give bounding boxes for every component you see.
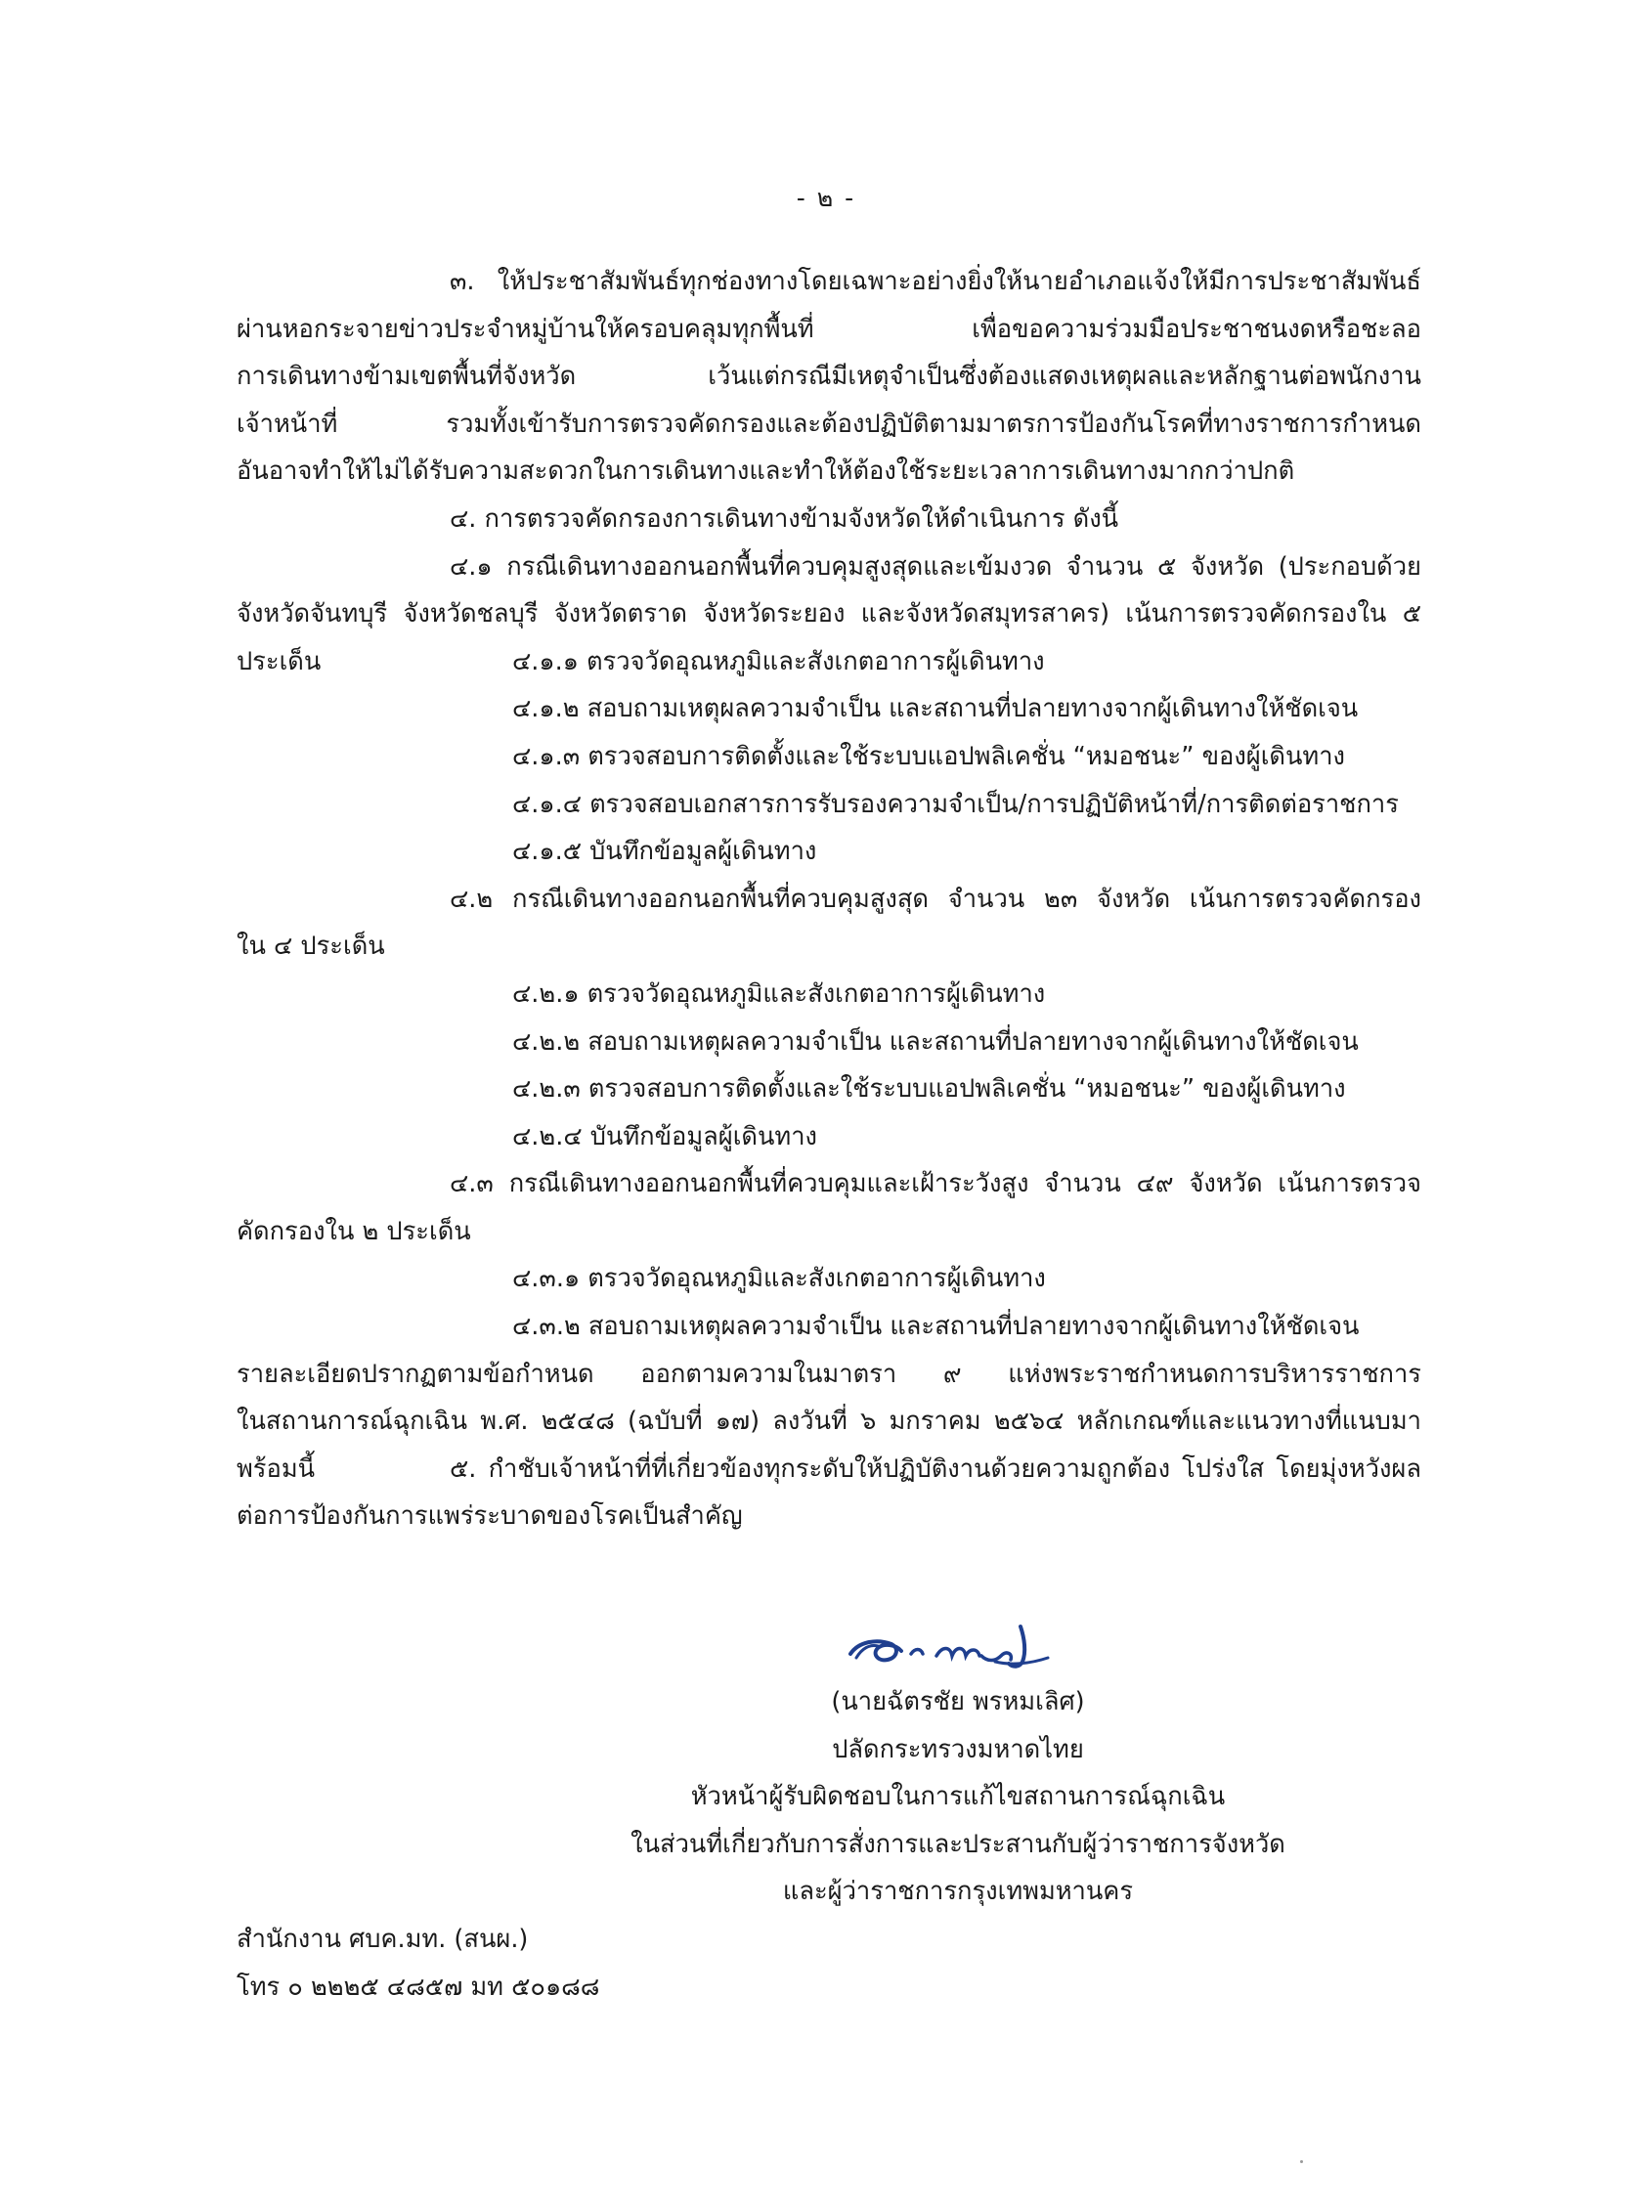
item-4-1-1: ๔.๑.๑ ตรวจวัดอุณหภูมิและสังเกตอาการผู้เดินทาง (512, 646, 1045, 676)
page-number: - ๒ - (796, 184, 856, 212)
office-phone: โทร ๐ ๒๒๒๕ ๔๘๕๗ มท ๕๐๑๘๘ (237, 1972, 600, 2002)
item-4-2-3: ๔.๒.๓ ตรวจสอบการติดตั้งและใช้ระบบแอปพลิเคชั่น “หมอชนะ” ของผู้เดินทาง (512, 1074, 1346, 1105)
document-body (237, 258, 1421, 1540)
paragraph-3-line-3: การเดินทางข้ามเขตพื้นที่จังหวัด เว้นแต่กรณีมีเหตุจำเป็นซึ่งต้องแสดงเหตุผลและหลักฐานต่อพนักงาน (237, 362, 1421, 392)
item-4-2-1: ๔.๒.๑ ตรวจวัดอุณหภูมิและสังเกตอาการผู้เดินทาง (512, 978, 1046, 1009)
paragraph-4-heading: ๔. การตรวจคัดกรองการเดินทางข้ามจังหวัดให้ดำเนินการ ดังนี้ (450, 503, 1119, 534)
signer-position-1: ปลัดกระทรวงมหาดไทย (832, 1734, 1084, 1764)
item-4-1-line-2: จังหวัดจันทบุรี จังหวัดชลบุรี จังหวัดตราด จังหวัดระยอง และจังหวัดสมุทรสาคร) เน้นการตรวจคัดกรองใน ๕ ประเด็น (237, 599, 1421, 676)
details-line-2: ในสถานการณ์ฉุกเฉิน พ.ศ. ๒๕๔๘ (ฉบับที่ ๑๗) ลงวันที่ ๖ มกราคม ๒๕๖๔ หลักเกณฑ์และแนวทางที่แนบมาพร้อมนี้ (237, 1407, 1421, 1484)
item-4-1-4: ๔.๑.๔ ตรวจสอบเอกสารการรับรองความจำเป็น/การปฏิบัติหน้าที่/การติดต่อราชการ (512, 789, 1399, 819)
item-4-3-line-2: คัดกรองใน ๒ ประเด็น (237, 1216, 471, 1246)
item-4-3-1: ๔.๓.๑ ตรวจวัดอุณหภูมิและสังเกตอาการผู้เดินทาง (512, 1264, 1046, 1294)
signer-name: (นายฉัตรชัย พรหมเลิศ) (831, 1687, 1085, 1716)
details-line-1: รายละเอียดปรากฏตามข้อกำหนด ออกตามความในมาตรา ๙ แห่งพระราชกำหนดการบริหารราชการ (237, 1359, 1421, 1389)
item-4-2-line-2: ใน ๔ ประเด็น (237, 932, 385, 962)
paragraph-3-line-1: ๓. ให้ประชาสัมพันธ์ทุกช่องทางโดยเฉพาะอย่างยิ่งให้นายอำเภอแจ้งให้มีการประชาสัมพันธ์ (450, 267, 1421, 296)
item-4-1-5: ๔.๑.๕ บันทึกข้อมูลผู้เดินทาง (512, 837, 817, 867)
handwritten-signature (848, 1619, 1073, 1677)
scan-speck (1300, 2160, 1303, 2163)
paragraph-5-line-2: ต่อการป้องกันการแพร่ระบาดของโรคเป็นสำคัญ (237, 1501, 743, 1532)
paragraph-3-line-2: ผ่านหอกระจายข่าวประจำหมู่บ้านให้ครอบคลุมทุกพื้นที่ เพื่อขอความร่วมมือประชาชนงดหรือชะลอ (237, 314, 1421, 344)
signature-block (606, 1678, 1310, 1916)
office-contact (237, 1916, 921, 2011)
signer-position-4: และผู้ว่าราชการกรุงเทพมหานคร (782, 1877, 1134, 1907)
item-4-1-line-1: ๔.๑ กรณีเดินทางออกนอกพื้นที่ควบคุมสูงสุดและเข้มงวด จำนวน ๕ จังหวัด (ประกอบด้วย (450, 551, 1421, 582)
office-name: สำนักงาน ศบค.มท. (สนผ.) (237, 1925, 529, 1954)
signer-position-3: ในส่วนที่เกี่ยวกับการสั่งการและประสานกับผู้ว่าราชการจังหวัด (630, 1829, 1285, 1859)
paragraph-5-line-1: ๕. กำชับเจ้าหน้าที่ที่เกี่ยวข้องทุกระดับให้ปฏิบัติงานด้วยความถูกต้อง โปร่งใส โดยมุ่งหวังผล (450, 1453, 1421, 1484)
item-4-3-line-1: ๔.๓ กรณีเดินทางออกนอกพื้นที่ควบคุมและเฝ้าระวังสูง จำนวน ๔๙ จังหวัด เน้นการตรวจ (450, 1169, 1421, 1199)
paragraph-3-line-4: เจ้าหน้าที่ รวมทั้งเข้ารับการตรวจคัดกรองและต้องปฏิบัติตามมาตรการป้องกันโรคที่ทางราชการกำหนด (237, 409, 1421, 439)
signer-position-2: หัวหน้าผู้รับผิดชอบในการแก้ไขสถานการณ์ฉุกเฉิน (690, 1782, 1226, 1812)
paragraph-3-line-5: อันอาจทำให้ไม่ได้รับความสะดวกในการเดินทางและทำให้ต้องใช้ระยะเวลาการเดินทางมากกว่าปกติ (237, 456, 1295, 487)
item-4-3-2: ๔.๓.๒ สอบถามเหตุผลความจำเป็น และสถานที่ปลายทางจากผู้เดินทางให้ชัดเจน (512, 1312, 1360, 1342)
item-4-1-3: ๔.๑.๓ ตรวจสอบการติดตั้งและใช้ระบบแอปพลิเคชั่น “หมอชนะ” ของผู้เดินทาง (512, 741, 1345, 771)
item-4-1-2: ๔.๑.๒ สอบถามเหตุผลความจำเป็น และสถานที่ปลายทางจากผู้เดินทางให้ชัดเจน (512, 694, 1359, 724)
item-4-2-2: ๔.๒.๒ สอบถามเหตุผลความจำเป็น และสถานที่ปลายทางจากผู้เดินทางให้ชัดเจน (512, 1026, 1359, 1057)
item-4-2-line-1: ๔.๒ กรณีเดินทางออกนอกพื้นที่ควบคุมสูงสุด จำนวน ๒๓ จังหวัด เน้นการตรวจคัดกรอง (450, 884, 1421, 914)
item-4-2-4: ๔.๒.๔ บันทึกข้อมูลผู้เดินทาง (512, 1121, 818, 1151)
